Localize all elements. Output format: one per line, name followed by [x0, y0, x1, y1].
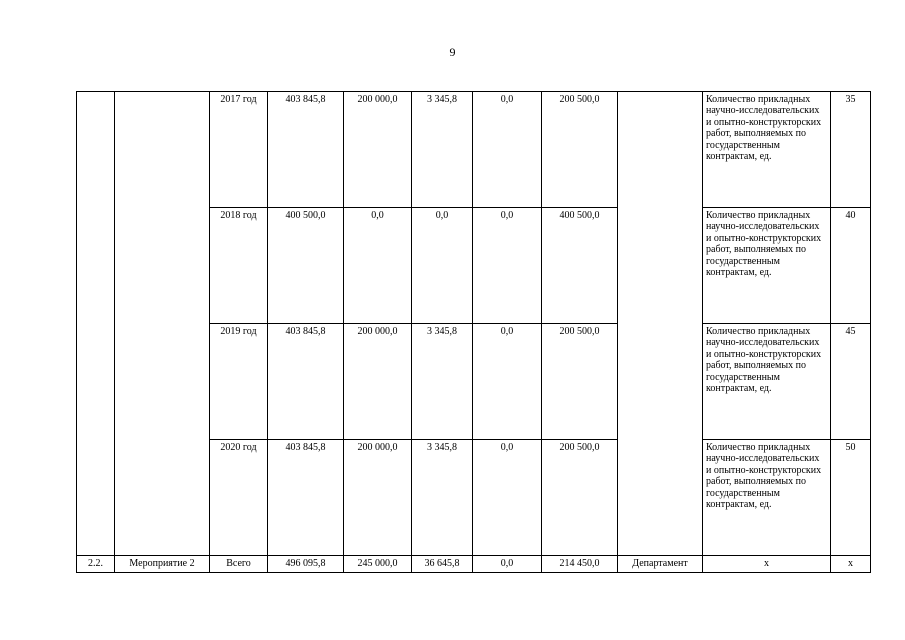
- activity-name-cell: [115, 92, 210, 556]
- funding-cell: 0,0: [344, 208, 412, 324]
- indicator-value-cell: х: [831, 556, 871, 573]
- year-cell: 2017 год: [210, 92, 268, 208]
- row-number-cell: 2.2.: [77, 556, 115, 573]
- total-cell: 403 845,8: [268, 92, 344, 208]
- indicator-value-cell: 35: [831, 92, 871, 208]
- funding-cell: 200 500,0: [542, 324, 618, 440]
- funding-cell: 0,0: [412, 208, 473, 324]
- funding-cell: 3 345,8: [412, 440, 473, 556]
- year-cell: 2019 год: [210, 324, 268, 440]
- total-cell: 400 500,0: [268, 208, 344, 324]
- funding-cell: 200 000,0: [344, 324, 412, 440]
- funding-cell: 200 500,0: [542, 92, 618, 208]
- indicator-value-cell: 50: [831, 440, 871, 556]
- indicator-cell: Количество прикладных научно-исследовательских и опытно-конструкторских работ, выполняемых по государственным контрактам, ед.: [703, 440, 831, 556]
- activity-name-cell: Мероприятие 2: [115, 556, 210, 573]
- indicator-value-cell: 45: [831, 324, 871, 440]
- funding-cell: 0,0: [473, 440, 542, 556]
- indicator-cell: Количество прикладных научно-исследовательских и опытно-конструкторских работ, выполняемых по государственным контрактам, ед.: [703, 92, 831, 208]
- year-cell: 2020 год: [210, 440, 268, 556]
- indicator-value-cell: 40: [831, 208, 871, 324]
- year-cell: Всего: [210, 556, 268, 573]
- funding-cell: 36 645,8: [412, 556, 473, 573]
- indicator-cell: х: [703, 556, 831, 573]
- funding-cell: 0,0: [473, 92, 542, 208]
- program-table: [76, 91, 871, 573]
- row-number-cell: [77, 92, 115, 556]
- year-cell: 2018 год: [210, 208, 268, 324]
- funding-cell: 3 345,8: [412, 92, 473, 208]
- executor-cell: Департамент: [618, 556, 703, 573]
- page-number: 9: [449, 45, 456, 59]
- funding-cell: 400 500,0: [542, 208, 618, 324]
- funding-cell: 214 450,0: [542, 556, 618, 573]
- total-cell: 403 845,8: [268, 324, 344, 440]
- funding-cell: 200 000,0: [344, 440, 412, 556]
- funding-cell: 200 000,0: [344, 92, 412, 208]
- total-cell: 496 095,8: [268, 556, 344, 573]
- funding-cell: 245 000,0: [344, 556, 412, 573]
- indicator-cell: Количество прикладных научно-исследовательских и опытно-конструкторских работ, выполняемых по государственным контрактам, ед.: [703, 324, 831, 440]
- funding-cell: 0,0: [473, 556, 542, 573]
- executor-cell: [618, 92, 703, 556]
- funding-cell: 3 345,8: [412, 324, 473, 440]
- total-cell: 403 845,8: [268, 440, 344, 556]
- funding-cell: 200 500,0: [542, 440, 618, 556]
- table-row: [77, 92, 871, 208]
- funding-cell: 0,0: [473, 324, 542, 440]
- funding-cell: 0,0: [473, 208, 542, 324]
- indicator-cell: Количество прикладных научно-исследовательских и опытно-конструкторских работ, выполняемых по государственным контрактам, ед.: [703, 208, 831, 324]
- table-row: [77, 556, 871, 573]
